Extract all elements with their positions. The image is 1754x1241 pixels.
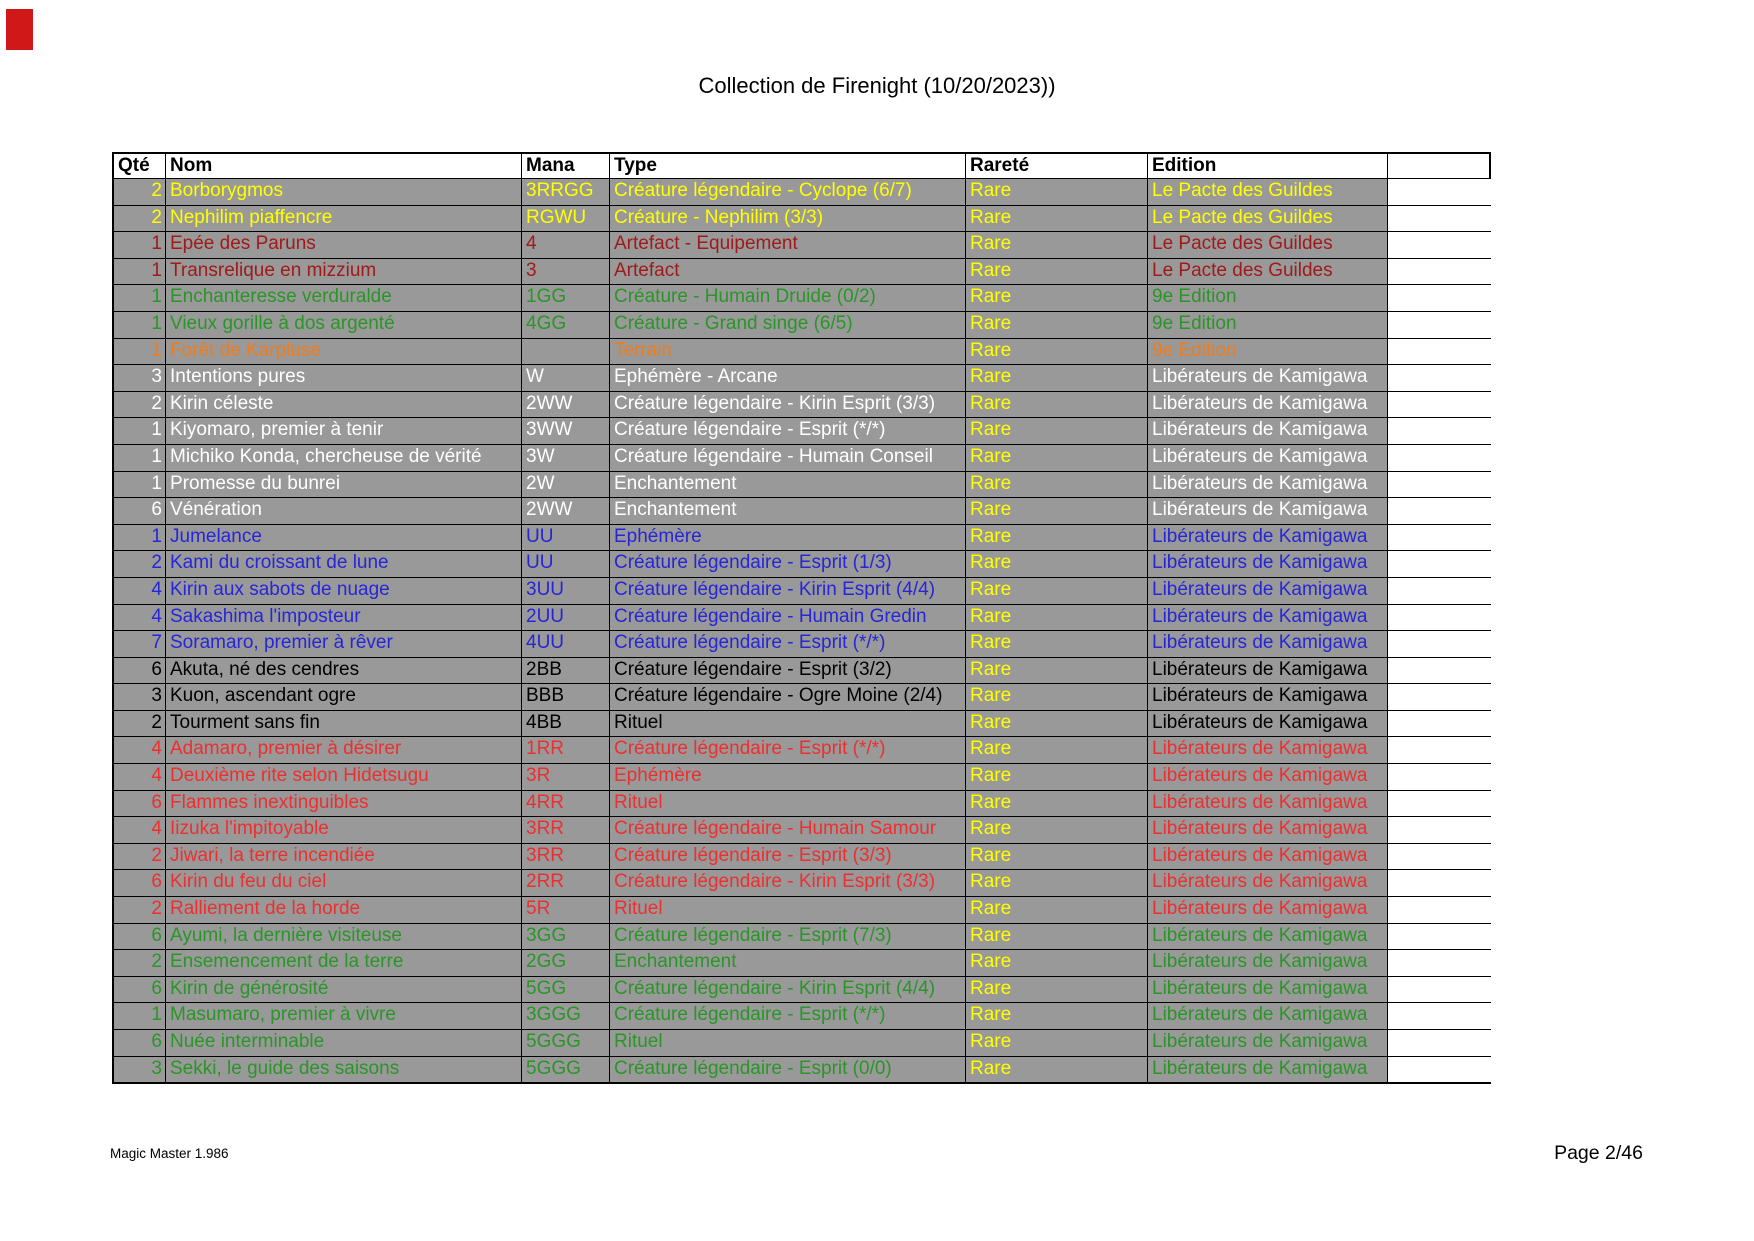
table-row (114, 497, 1489, 524)
nom-cell: Borborygmos (165, 179, 521, 205)
rarete-cell: Rare (965, 472, 1147, 498)
spacer-cell (1387, 764, 1493, 790)
type-cell: Créature légendaire - Humain Gredin (609, 605, 965, 631)
mana-cell: 3GGG (521, 1003, 609, 1029)
type-cell: Ephémère (609, 525, 965, 551)
mana-cell: 1RR (521, 737, 609, 763)
nom-cell: Sakashima l'imposteur (165, 605, 521, 631)
qty-cell: 2 (114, 897, 165, 923)
header-cell-qty: Qté (118, 155, 150, 176)
qty-cell: 2 (114, 179, 165, 205)
nom-cell: Ayumi, la dernière visiteuse (165, 924, 521, 950)
type-cell: Rituel (609, 791, 965, 817)
table-row (114, 816, 1489, 843)
edition-cell: Libérateurs de Kamigawa (1147, 578, 1387, 604)
rarete-cell: Rare (965, 977, 1147, 1003)
mana-cell: RGWU (521, 206, 609, 232)
mana-cell: 3RR (521, 817, 609, 843)
rarete-cell: Rare (965, 551, 1147, 577)
edition-cell: Le Pacte des Guildes (1147, 232, 1387, 258)
qty-cell: 2 (114, 392, 165, 418)
qty-cell: 1 (114, 285, 165, 311)
edition-cell: Libérateurs de Kamigawa (1147, 605, 1387, 631)
nom-cell: Deuxième rite selon Hidetsugu (165, 764, 521, 790)
nom-cell: Vieux gorille à dos argenté (165, 312, 521, 338)
type-cell: Créature légendaire - Esprit (3/2) (609, 658, 965, 684)
mana-cell: 4UU (521, 631, 609, 657)
qty-cell: 6 (114, 791, 165, 817)
table-row (114, 657, 1489, 684)
mana-cell: 3RRGG (521, 179, 609, 205)
qty-cell: 1 (114, 418, 165, 444)
spacer-cell (1387, 658, 1493, 684)
table-row (114, 1056, 1489, 1083)
type-cell: Créature légendaire - Cyclope (6/7) (609, 179, 965, 205)
nom-cell: Promesse du bunrei (165, 472, 521, 498)
spacer-cell (1387, 525, 1493, 551)
type-cell: Créature - Grand singe (6/5) (609, 312, 965, 338)
qty-cell: 1 (114, 472, 165, 498)
mana-cell: 5GG (521, 977, 609, 1003)
table-row (114, 683, 1489, 710)
nom-cell: Jiwari, la terre incendiée (165, 844, 521, 870)
edition-cell: Libérateurs de Kamigawa (1147, 711, 1387, 737)
edition-cell: 9e Edition (1147, 312, 1387, 338)
mana-cell: UU (521, 551, 609, 577)
rarete-cell: Rare (965, 339, 1147, 365)
table-row (114, 284, 1489, 311)
rarete-cell: Rare (965, 179, 1147, 205)
header-cell-rarete: Rareté (965, 154, 1147, 178)
nom-cell: Jumelance (165, 525, 521, 551)
mana-cell: W (521, 365, 609, 391)
qty-cell: 3 (114, 1057, 165, 1083)
type-cell: Créature légendaire - Ogre Moine (2/4) (609, 684, 965, 710)
rarete-cell: Rare (965, 392, 1147, 418)
spacer-cell (1387, 631, 1493, 657)
table-header-row (114, 154, 1489, 178)
qty-cell: 7 (114, 631, 165, 657)
spacer-cell (1387, 950, 1493, 976)
qty-cell: 6 (114, 924, 165, 950)
mana-cell: 2W (521, 472, 609, 498)
rarete-cell: Rare (965, 578, 1147, 604)
rarete-cell: Rare (965, 950, 1147, 976)
rarete-cell: Rare (965, 764, 1147, 790)
type-cell: Créature légendaire - Esprit (*/*) (609, 631, 965, 657)
spacer-cell (1387, 817, 1493, 843)
type-cell: Ephémère (609, 764, 965, 790)
nom-cell: Forêt de Karpluse (165, 339, 521, 365)
rarete-cell: Rare (965, 844, 1147, 870)
rarete-cell: Rare (965, 791, 1147, 817)
type-cell: Créature légendaire - Esprit (*/*) (609, 1003, 965, 1029)
qty-cell: 2 (114, 844, 165, 870)
mana-cell: 5GGG (521, 1057, 609, 1083)
spacer-cell (1387, 1003, 1493, 1029)
mana-cell: 3W (521, 445, 609, 471)
header-cell-nom: Nom (165, 154, 521, 178)
rarete-cell: Rare (965, 1003, 1147, 1029)
spacer-cell (1387, 791, 1493, 817)
spacer-cell (1387, 870, 1493, 896)
table-row (114, 471, 1489, 498)
nom-cell: Kami du croissant de lune (165, 551, 521, 577)
rarete-cell: Rare (965, 1057, 1147, 1083)
nom-cell: Iizuka l'impitoyable (165, 817, 521, 843)
edition-cell: Libérateurs de Kamigawa (1147, 924, 1387, 950)
table-row (114, 391, 1489, 418)
qty-cell: 2 (114, 711, 165, 737)
rarete-cell: Rare (965, 259, 1147, 285)
rarete-cell: Rare (965, 285, 1147, 311)
type-cell: Enchantement (609, 950, 965, 976)
edition-cell: Libérateurs de Kamigawa (1147, 791, 1387, 817)
table-row (114, 417, 1489, 444)
mana-cell: 2GG (521, 950, 609, 976)
spacer-cell (1387, 551, 1493, 577)
nom-cell: Nephilim piaffencre (165, 206, 521, 232)
nom-cell: Adamaro, premier à désirer (165, 737, 521, 763)
header-cell-edition: Edition (1147, 154, 1387, 178)
table-row (114, 338, 1489, 365)
rarete-cell: Rare (965, 232, 1147, 258)
qty-cell: 1 (114, 339, 165, 365)
qty-cell: 1 (114, 445, 165, 471)
rarete-cell: Rare (965, 1030, 1147, 1056)
qty-cell: 6 (114, 1030, 165, 1056)
table-row (114, 949, 1489, 976)
type-cell: Enchantement (609, 498, 965, 524)
type-cell: Créature légendaire - Esprit (*/*) (609, 737, 965, 763)
edition-cell: Libérateurs de Kamigawa (1147, 392, 1387, 418)
spacer-cell (1387, 977, 1493, 1003)
header-cell-empty (1387, 154, 1493, 178)
qty-cell: 6 (114, 658, 165, 684)
spacer-cell (1387, 179, 1493, 205)
rarete-cell: Rare (965, 365, 1147, 391)
type-cell: Terrain (609, 339, 965, 365)
mana-cell: 2WW (521, 498, 609, 524)
nom-cell: Kirin de générosité (165, 977, 521, 1003)
spacer-cell (1387, 684, 1493, 710)
table-row (114, 550, 1489, 577)
mana-cell: 3RR (521, 844, 609, 870)
rarete-cell: Rare (965, 897, 1147, 923)
rarete-cell: Rare (965, 498, 1147, 524)
type-cell: Artefact (609, 259, 965, 285)
table-row (114, 763, 1489, 790)
nom-cell: Kiyomaro, premier à tenir (165, 418, 521, 444)
nom-cell: Sekki, le guide des saisons (165, 1057, 521, 1083)
rarete-cell: Rare (965, 605, 1147, 631)
table-row (114, 577, 1489, 604)
type-cell: Créature légendaire - Kirin Esprit (4/4) (609, 578, 965, 604)
table-row (114, 178, 1489, 205)
spacer-cell (1387, 285, 1493, 311)
rarete-cell: Rare (965, 737, 1147, 763)
edition-cell: Libérateurs de Kamigawa (1147, 551, 1387, 577)
spacer-cell (1387, 711, 1493, 737)
nom-cell: Transrelique en mizzium (165, 259, 521, 285)
table-row (114, 630, 1489, 657)
type-cell: Créature légendaire - Esprit (7/3) (609, 924, 965, 950)
table-row (114, 1002, 1489, 1029)
rarete-cell: Rare (965, 870, 1147, 896)
table-row (114, 869, 1489, 896)
type-cell: Ephémère - Arcane (609, 365, 965, 391)
qty-cell: 1 (114, 232, 165, 258)
edition-cell: 9e Edition (1147, 285, 1387, 311)
rarete-cell: Rare (965, 658, 1147, 684)
type-cell: Créature légendaire - Esprit (1/3) (609, 551, 965, 577)
edition-cell: Le Pacte des Guildes (1147, 179, 1387, 205)
mana-cell: 2UU (521, 605, 609, 631)
table-body (114, 178, 1489, 1082)
mana-cell: 4RR (521, 791, 609, 817)
spacer-cell (1387, 844, 1493, 870)
qty-cell: 2 (114, 950, 165, 976)
nom-cell: Michiko Konda, chercheuse de vérité (165, 445, 521, 471)
rarete-cell: Rare (965, 418, 1147, 444)
nom-cell: Kirin céleste (165, 392, 521, 418)
type-cell: Créature légendaire - Kirin Esprit (3/3) (609, 870, 965, 896)
spacer-cell (1387, 445, 1493, 471)
mana-cell: BBB (521, 684, 609, 710)
type-cell: Créature - Nephilim (3/3) (609, 206, 965, 232)
nom-cell: Enchanteresse verduralde (165, 285, 521, 311)
table-row (114, 710, 1489, 737)
page-title: Collection de Firenight (10/20/2023)) (698, 73, 1056, 98)
table-row (114, 843, 1489, 870)
edition-cell: Libérateurs de Kamigawa (1147, 764, 1387, 790)
spacer-cell (1387, 1057, 1493, 1083)
qty-cell: 4 (114, 605, 165, 631)
edition-cell: Libérateurs de Kamigawa (1147, 684, 1387, 710)
qty-cell: 1 (114, 525, 165, 551)
rarete-cell: Rare (965, 206, 1147, 232)
spacer-cell (1387, 1030, 1493, 1056)
edition-cell: Libérateurs de Kamigawa (1147, 1003, 1387, 1029)
edition-cell: Libérateurs de Kamigawa (1147, 472, 1387, 498)
mana-cell: 3 (521, 259, 609, 285)
type-cell: Enchantement (609, 472, 965, 498)
nom-cell: Intentions pures (165, 365, 521, 391)
nom-cell: Nuée interminable (165, 1030, 521, 1056)
type-cell: Rituel (609, 897, 965, 923)
edition-cell: Libérateurs de Kamigawa (1147, 631, 1387, 657)
type-cell: Rituel (609, 711, 965, 737)
nom-cell: Flammes inextinguibles (165, 791, 521, 817)
spacer-cell (1387, 472, 1493, 498)
rarete-cell: Rare (965, 525, 1147, 551)
qty-cell: 1 (114, 1003, 165, 1029)
edition-cell: Libérateurs de Kamigawa (1147, 817, 1387, 843)
table-row (114, 258, 1489, 285)
qty-cell: 6 (114, 870, 165, 896)
edition-cell: Libérateurs de Kamigawa (1147, 525, 1387, 551)
type-cell: Créature légendaire - Kirin Esprit (4/4) (609, 977, 965, 1003)
edition-cell: Libérateurs de Kamigawa (1147, 1057, 1387, 1083)
qty-cell: 6 (114, 977, 165, 1003)
spacer-cell (1387, 737, 1493, 763)
table-row (114, 790, 1489, 817)
mana-cell: 2BB (521, 658, 609, 684)
nom-cell: Ralliement de la horde (165, 897, 521, 923)
mana-cell (521, 339, 609, 365)
nom-cell: Masumaro, premier à vivre (165, 1003, 521, 1029)
type-cell: Créature légendaire - Esprit (*/*) (609, 418, 965, 444)
table-row (114, 231, 1489, 258)
mana-cell: 3WW (521, 418, 609, 444)
footer-page-number: Page 2/46 (1554, 1142, 1643, 1164)
edition-cell: 9e Edition (1147, 339, 1387, 365)
table-row (114, 923, 1489, 950)
spacer-cell (1387, 418, 1493, 444)
type-cell: Artefact - Equipement (609, 232, 965, 258)
type-cell: Créature légendaire - Humain Conseil (609, 445, 965, 471)
edition-cell: Libérateurs de Kamigawa (1147, 658, 1387, 684)
edition-cell: Libérateurs de Kamigawa (1147, 737, 1387, 763)
spacer-cell (1387, 339, 1493, 365)
nom-cell: Epée des Paruns (165, 232, 521, 258)
type-cell: Créature légendaire - Esprit (3/3) (609, 844, 965, 870)
type-cell: Créature légendaire - Kirin Esprit (3/3) (609, 392, 965, 418)
edition-cell: Libérateurs de Kamigawa (1147, 365, 1387, 391)
collection-table (112, 152, 1491, 1084)
mana-cell: 3R (521, 764, 609, 790)
spacer-cell (1387, 365, 1493, 391)
table-row (114, 1029, 1489, 1056)
qty-cell: 4 (114, 817, 165, 843)
edition-cell: Libérateurs de Kamigawa (1147, 418, 1387, 444)
nom-cell: Akuta, né des cendres (165, 658, 521, 684)
mana-cell: UU (521, 525, 609, 551)
qty-cell: 3 (114, 684, 165, 710)
rarete-cell: Rare (965, 711, 1147, 737)
spacer-cell (1387, 392, 1493, 418)
type-cell: Créature - Humain Druide (0/2) (609, 285, 965, 311)
spacer-cell (1387, 312, 1493, 338)
nom-cell: Kirin aux sabots de nuage (165, 578, 521, 604)
qty-cell: 6 (114, 498, 165, 524)
spacer-cell (1387, 232, 1493, 258)
mana-cell: 2RR (521, 870, 609, 896)
nom-cell: Ensemencement de la terre (165, 950, 521, 976)
mana-cell: 5GGG (521, 1030, 609, 1056)
edition-cell: Libérateurs de Kamigawa (1147, 445, 1387, 471)
mana-cell: 4 (521, 232, 609, 258)
qty-cell: 1 (114, 312, 165, 338)
mana-cell: 4GG (521, 312, 609, 338)
qty-cell: 1 (114, 259, 165, 285)
mana-cell: 3UU (521, 578, 609, 604)
type-cell: Rituel (609, 1030, 965, 1056)
footer-app-version: Magic Master 1.986 (110, 1146, 229, 1161)
type-cell: Créature légendaire - Esprit (0/0) (609, 1057, 965, 1083)
mana-cell: 2WW (521, 392, 609, 418)
edition-cell: Libérateurs de Kamigawa (1147, 977, 1387, 1003)
qty-cell: 2 (114, 551, 165, 577)
qty-cell: 4 (114, 764, 165, 790)
spacer-cell (1387, 897, 1493, 923)
table-row (114, 444, 1489, 471)
table-row (114, 604, 1489, 631)
qty-cell: 4 (114, 737, 165, 763)
table-row (114, 524, 1489, 551)
spacer-cell (1387, 498, 1493, 524)
spacer-cell (1387, 259, 1493, 285)
mana-cell: 1GG (521, 285, 609, 311)
spacer-cell (1387, 206, 1493, 232)
qty-cell: 3 (114, 365, 165, 391)
header-cell-mana: Mana (521, 154, 609, 178)
spacer-cell (1387, 924, 1493, 950)
mana-cell: 3GG (521, 924, 609, 950)
edition-cell: Libérateurs de Kamigawa (1147, 897, 1387, 923)
edition-cell: Libérateurs de Kamigawa (1147, 498, 1387, 524)
spacer-cell (1387, 578, 1493, 604)
rarete-cell: Rare (965, 445, 1147, 471)
edition-cell: Le Pacte des Guildes (1147, 206, 1387, 232)
nom-cell: Kuon, ascendant ogre (165, 684, 521, 710)
red-marker (6, 9, 33, 50)
spacer-cell (1387, 605, 1493, 631)
header-cell-type: Type (609, 154, 965, 178)
qty-cell: 2 (114, 206, 165, 232)
type-cell: Créature légendaire - Humain Samour (609, 817, 965, 843)
edition-cell: Libérateurs de Kamigawa (1147, 950, 1387, 976)
edition-cell: Le Pacte des Guildes (1147, 259, 1387, 285)
table-row (114, 896, 1489, 923)
table-row (114, 205, 1489, 232)
edition-cell: Libérateurs de Kamigawa (1147, 870, 1387, 896)
nom-cell: Vénération (165, 498, 521, 524)
nom-cell: Kirin du feu du ciel (165, 870, 521, 896)
table-row (114, 736, 1489, 763)
rarete-cell: Rare (965, 924, 1147, 950)
rarete-cell: Rare (965, 631, 1147, 657)
nom-cell: Soramaro, premier à rêver (165, 631, 521, 657)
table-row (114, 976, 1489, 1003)
rarete-cell: Rare (965, 684, 1147, 710)
mana-cell: 4BB (521, 711, 609, 737)
nom-cell: Tourment sans fin (165, 711, 521, 737)
mana-cell: 5R (521, 897, 609, 923)
table-row (114, 311, 1489, 338)
edition-cell: Libérateurs de Kamigawa (1147, 844, 1387, 870)
qty-cell: 4 (114, 578, 165, 604)
rarete-cell: Rare (965, 312, 1147, 338)
rarete-cell: Rare (965, 817, 1147, 843)
table-row (114, 364, 1489, 391)
edition-cell: Libérateurs de Kamigawa (1147, 1030, 1387, 1056)
